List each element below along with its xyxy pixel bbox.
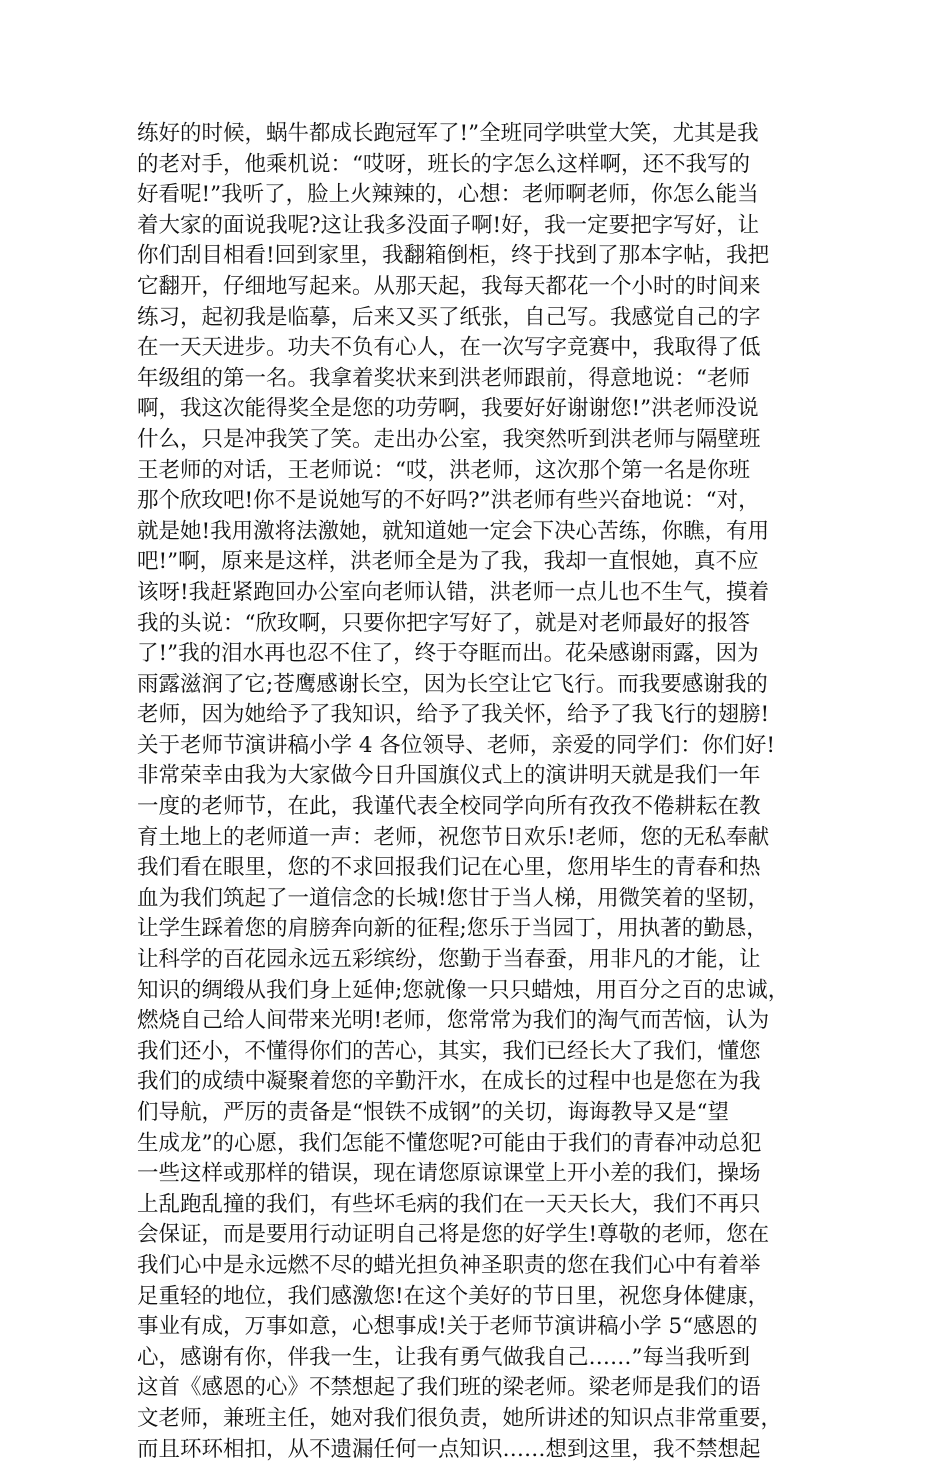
text-line: 会保证，而是要用行动证明自己将是您的好学生!尊敬的老师，您在 xyxy=(137,1222,770,1248)
text-line: 什么，只是冲我笑了笑。走出办公室，我突然听到洪老师与隔壁班 xyxy=(137,426,761,452)
text-line: 了!”我的泪水再也忍不住了，终于夺眶而出。花朵感谢雨露，因为 xyxy=(137,641,759,667)
text-line: 非常荣幸由我为大家做今日升国旗仪式上的演讲明天就是我们一年 xyxy=(137,763,761,789)
text-line: 生成龙”的心愿，我们怎能不懂您呢?可能由于我们的青春冲动总犯 xyxy=(137,1130,762,1156)
text-line: 我们看在眼里，您的不求回报我们记在心里，您用毕生的青春和热 xyxy=(137,855,761,881)
text-line: 上乱跑乱撞的我们，有些坏毛病的我们在一天天长大，我们不再只 xyxy=(137,1191,761,1217)
text-line: 着大家的面说我呢?这让我多没面子啊!好，我一定要把字写好，让 xyxy=(137,212,760,238)
text-line: 在一天天进步。功夫不负有心人，在一次写字竞赛中，我取得了低 xyxy=(137,335,761,361)
text-line: 练好的时候，蜗牛都成长跑冠军了!”全班同学哄堂大笑，尤其是我 xyxy=(137,121,759,146)
text-line: 练习，起初我是临摹，后来又买了纸张，自己写。我感觉自己的字 xyxy=(137,304,761,330)
text-line: 文老师，兼班主任，她对我们很负责，她所讲述的知识点非常重要， xyxy=(137,1405,783,1431)
text-line: 我的头说：“欣玫啊，只要你把字写好了，就是对老师最好的报答 xyxy=(137,610,750,636)
text-line: 燃烧自己给人间带来光明!老师，您常常为我们的淘气而苦恼，认为 xyxy=(137,1008,770,1034)
text-line: 让学生踩着您的肩膀奔向新的征程;您乐于当园丁，用执著的勤恳， xyxy=(137,916,768,942)
text-line: 我们心中是永远燃不尽的蜡光担负神圣职责的您在我们心中有着举 xyxy=(137,1252,761,1278)
text-line: 知识的绸缎从我们身上延伸;您就像一只只蜡烛，用百分之百的忠诚， xyxy=(137,977,790,1003)
text-line: 而且环环相扣，从不遗漏任何一点知识……想到这里，我不禁想起 xyxy=(137,1436,761,1462)
text-line: 一度的老师节，在此，我谨代表全校同学向所有孜孜不倦耕耘在教 xyxy=(137,794,761,820)
text-line: 它翻开，仔细地写起来。从那天起，我每天都花一个小时的时间来 xyxy=(137,273,761,299)
text-line: 那个欣玫吧!你不是说她写的不好吗?”洪老师有些兴奋地说：“对， xyxy=(137,488,760,514)
text-line: 关于老师节演讲稿小学 4 各位领导、老师，亲爱的同学们：你们好! xyxy=(137,732,775,758)
text-line: 这首《感恩的心》不禁想起了我们班的梁老师。梁老师是我们的语 xyxy=(137,1375,761,1401)
text-line: 该呀!我赶紧跑回办公室向老师认错，洪老师一点儿也不生气，摸着 xyxy=(137,579,770,605)
text-line: 吧!”啊，原来是这样，洪老师全是为了我，我却一直恨她，真不应 xyxy=(137,549,759,575)
text-line: 让科学的百花园永远五彩缤纷，您勤于当春蚕，用非凡的才能，让 xyxy=(137,947,761,973)
text-line: 我们的成绩中凝聚着您的辛勤汗水，在成长的过程中也是您在为我 xyxy=(137,1069,761,1095)
text-line: 事业有成，万事如意，心想事成!关于老师节演讲稿小学 5“感恩的 xyxy=(137,1314,758,1340)
text-line: 育土地上的老师道一声：老师，祝您节日欢乐!老师，您的无私奉献 xyxy=(137,824,770,850)
text-line: 一些这样或那样的错误，现在请您原谅课堂上开小差的我们，操场 xyxy=(137,1161,761,1187)
text-line: 足重轻的地位，我们感激您!在这个美好的节日里，祝您身体健康， xyxy=(137,1283,770,1309)
text-line: 王老师的对话，王老师说：“哎，洪老师，这次那个第一名是你班 xyxy=(137,457,750,483)
text-line: 好看呢!”我听了，脸上火辣辣的，心想：老师啊老师，你怎么能当 xyxy=(137,182,759,208)
text-line: 啊，我这次能得奖全是您的功劳啊，我要好好谢谢您!”洪老师没说 xyxy=(137,396,759,422)
text-line: 心，感谢有你，伴我一生，让我有勇气做我自己……”每当我听到 xyxy=(137,1344,750,1370)
text-line: 雨露滋润了它;苍鹰感谢长空，因为长空让它飞行。而我要感谢我的 xyxy=(137,671,768,697)
text-line: 血为我们筑起了一道信念的长城!您甘于当人梯，用微笑着的坚韧， xyxy=(137,885,770,911)
body-text xyxy=(137,119,827,1465)
text-line: 你们刮目相看!回到家里，我翻箱倒柜，终于找到了那本字帖，我把 xyxy=(137,243,770,269)
text-line: 我们还小，不懂得你们的苦心，其实，我们已经长大了我们，懂您 xyxy=(137,1038,761,1064)
text-line: 就是她!我用激将法激她，就知道她一定会下决心苦练，你瞧，有用 xyxy=(137,518,770,544)
text-line: 年级组的第一名。我拿着奖状来到洪老师跟前，得意地说：“老师 xyxy=(137,365,750,391)
text-line: 老师，因为她给予了我知识，给予了我关怀，给予了我飞行的翅膀! xyxy=(137,702,770,728)
text-line: 们导航，严厉的责备是“恨铁不成钢”的关切，诲诲教导又是“望 xyxy=(137,1100,729,1125)
text-line: 的老对手，他乘机说：“哎呀，班长的字怎么这样啊，还不我写的 xyxy=(137,151,750,177)
